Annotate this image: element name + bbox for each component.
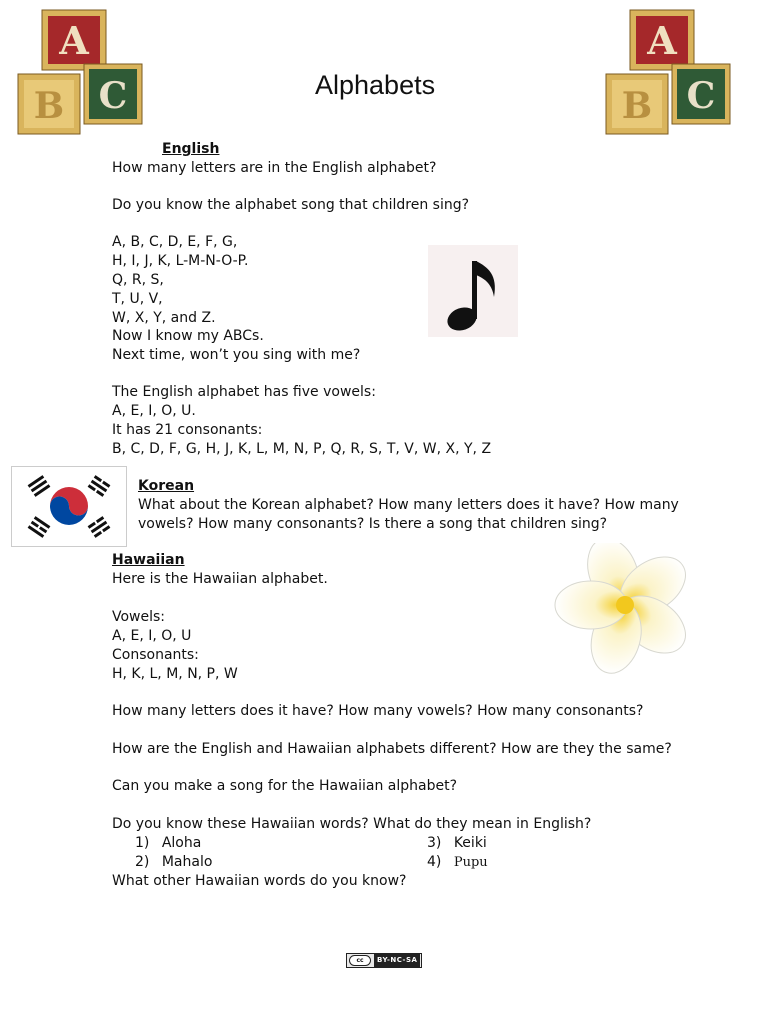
hawaiian-vowels: A, E, I, O, U xyxy=(112,628,192,644)
song-line: T, U, V, xyxy=(112,291,163,307)
svg-text:B: B xyxy=(33,85,65,127)
hawaiian-vowels-label: Vowels: xyxy=(112,609,166,625)
list-item-number: 2) xyxy=(135,854,150,870)
hawaiian-question-3: Can you make a song for the Hawaiian alphabet? xyxy=(112,778,458,794)
svg-text:C: C xyxy=(98,75,128,117)
hawaiian-consonants: H, K, L, M, N, P, W xyxy=(112,666,238,682)
song-line: Now I know my ABCs. xyxy=(112,328,264,344)
plumeria-flower-icon xyxy=(553,543,693,683)
list-item xyxy=(427,834,487,853)
song-line: H, I, J, K, L-M-N-O-P. xyxy=(112,253,249,269)
english-vowels-intro: The English alphabet has five vowels: xyxy=(112,384,376,400)
list-item-number: 4) xyxy=(427,854,442,870)
korean-flag-icon xyxy=(11,466,127,547)
english-vowels: A, E, I, O, U. xyxy=(112,403,196,419)
abc-blocks-icon xyxy=(600,2,735,137)
hawaiian-question-5: What other Hawaiian words do you know? xyxy=(112,873,407,889)
song-line: Q, R, S, xyxy=(112,272,164,288)
english-consonants-intro: It has 21 consonants: xyxy=(112,422,263,438)
hawaiian-consonants-label: Consonants: xyxy=(112,647,199,663)
english-heading: English xyxy=(162,141,220,157)
hawaiian-question-4: Do you know these Hawaiian words? What do they mean in English? xyxy=(112,816,592,832)
hawaiian-heading: Hawaiian xyxy=(112,552,185,568)
korean-heading: Korean xyxy=(138,478,195,494)
song-line: W, X, Y, and Z. xyxy=(112,310,216,326)
list-item xyxy=(135,834,201,853)
cc-icon: cc xyxy=(349,955,371,966)
list-item-word: Aloha xyxy=(161,835,202,851)
svg-text:C: C xyxy=(686,75,716,117)
cc-license-badge[interactable] xyxy=(346,953,422,968)
page-title: Alphabets xyxy=(315,70,436,100)
list-item xyxy=(135,853,212,872)
license-label: BY-NC-SA xyxy=(374,954,420,967)
svg-text:B: B xyxy=(621,85,653,127)
song-line: A, B, C, D, E, F, G, xyxy=(112,234,238,250)
list-item-word: Mahalo xyxy=(161,854,213,870)
english-question-2: Do you know the alphabet song that children sing? xyxy=(112,197,470,213)
abc-blocks-icon xyxy=(12,2,147,137)
hawaiian-question-2: How are the English and Hawaiian alphabets different? How are they the same? xyxy=(112,741,672,757)
list-item-number: 3) xyxy=(427,835,442,851)
korean-line-2: vowels? How many consonants? Is there a song that children sing? xyxy=(138,516,608,532)
list-item-word: Keiki xyxy=(453,835,487,851)
hawaiian-question-1: How many letters does it have? How many vowels? How many consonants? xyxy=(112,703,644,719)
list-item-word: Pupu xyxy=(453,855,488,870)
hawaiian-intro: Here is the Hawaiian alphabet. xyxy=(112,571,328,587)
song-line: Next time, won’t you sing with me? xyxy=(112,347,361,363)
korean-line-1: What about the Korean alphabet? How many letters does it have? How many xyxy=(138,497,679,513)
list-item-number: 1) xyxy=(135,835,150,851)
music-note-icon xyxy=(428,245,518,337)
svg-text:A: A xyxy=(59,18,89,63)
svg-text:A: A xyxy=(647,18,677,63)
english-question-1: How many letters are in the English alphabet? xyxy=(112,160,437,176)
list-item xyxy=(427,853,488,872)
english-consonants: B, C, D, F, G, H, J, K, L, M, N, P, Q, R, S, T, V, W, X, Y, Z xyxy=(112,441,492,457)
